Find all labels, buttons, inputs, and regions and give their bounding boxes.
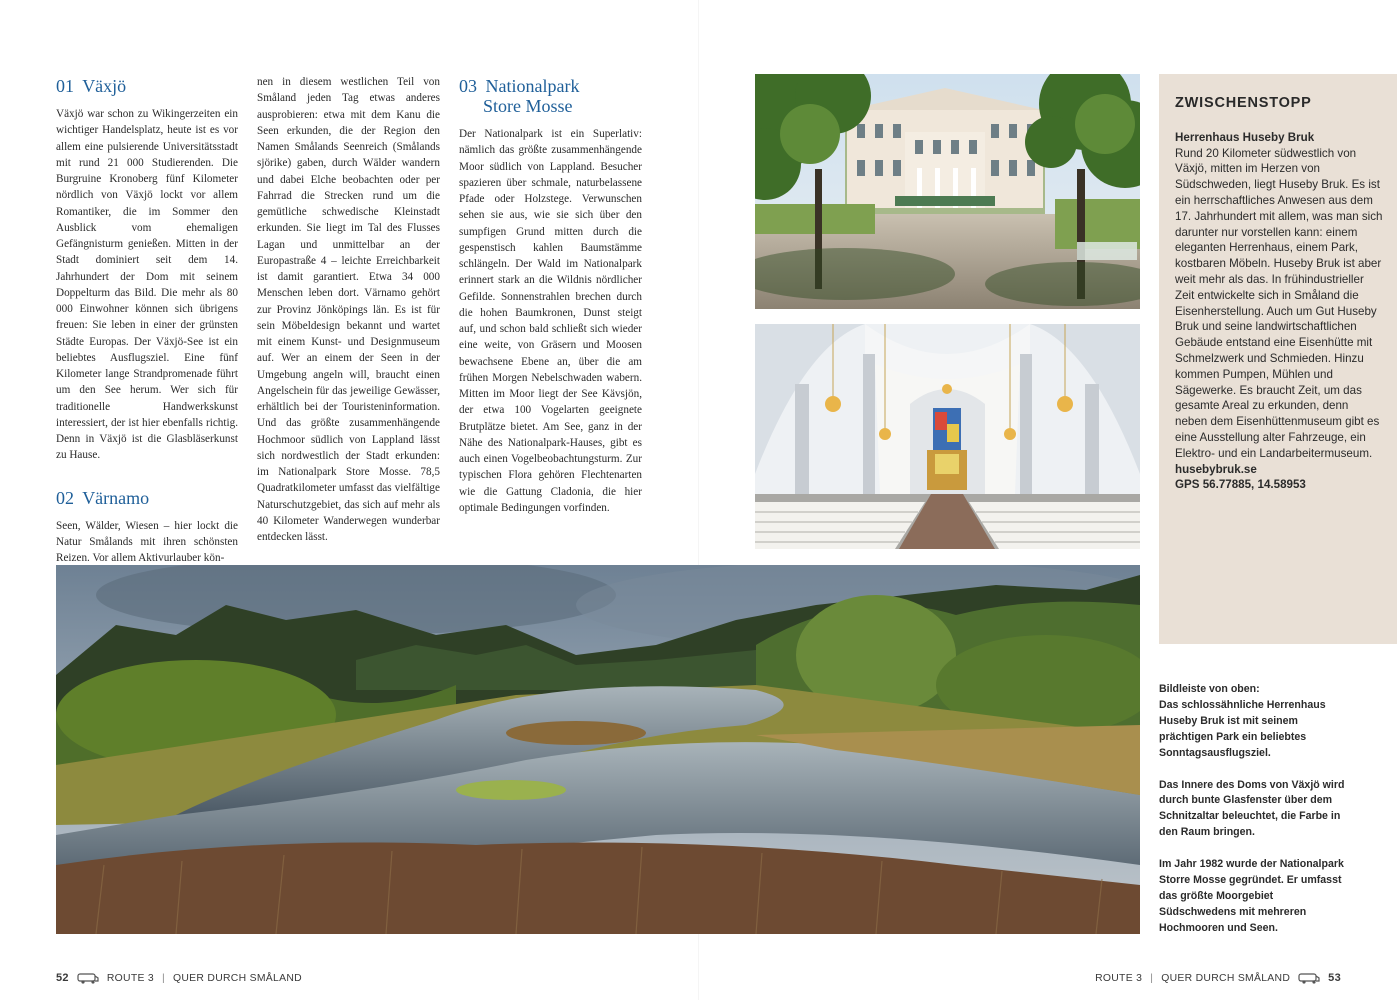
route-label: ROUTE 3 (106, 972, 154, 984)
caption-intro: Bildleiste von oben: (1159, 683, 1260, 695)
zwischenstopp-box (1159, 74, 1397, 644)
gps-coordinates: GPS 56.77885, 14.58953 (1175, 478, 1306, 492)
camper-van-icon (77, 972, 99, 984)
moorland-river-photo (56, 565, 1140, 934)
route-label: ROUTE 3 (1095, 972, 1143, 984)
website-link[interactable]: husebybruk.se (1175, 462, 1257, 476)
text-column-1 (56, 74, 238, 566)
section-body-vaexjoe: Växjö war schon zu Wikingerzeiten ein wichtiger Handelsplatz, heute ist es vor allem eine pulsierende Universitätsstadt mit rund 21 000 Studierenden. Die Burgruine Kronoberg fünf Kilometer nördlich von Växjö lockt vor allem Romantiker, die im Sommer den Ausblick vom ehemaligen Gefängnisturm genießen. Mitten in der Stadt dominiert seit dem 14. Jahrhundert der Dom mit seinem Doppelturm das Bild. Die mehr als 80 000 Einwohner können sich übrigens freuen: Sie leben in einer der grünsten Städte Europas. Der Växjö-See ist ein beliebtes Ausflugsziel. Eine fünf Kilometer lange Strandpromenade führt um den See herum. Wer sich für traditionelle Handwerkskunst interessiert, der ist hier ebenfalls richtig. Denn in Växjö ist die Glasbläserkunst zu Hause. (56, 108, 238, 462)
caption-church: Das Innere des Doms von Växjö wird durch bunte Glasfenster über dem Schnitzaltar beleuchtet, die Farbe in den Raum bringen. (1159, 778, 1345, 839)
section-body-vaernamo-cont: nen in diesem westlichen Teil von Småland jeden Tag etwas anderes ausprobieren: etwa mit dem Kanu die Seen erkunden, die der Region den Namen Smålands Seenreich (Smålands sjörike) gaben, durch Wälder wandern und dabei Elche beobachten oder per Fahrrad die Strecken rund um die gemütliche schwedische Kleinstadt erkunden. Sie liegt im Tal des Flusses Lagan und unmittelbar an der Europastraße 4 – leichte Erreichbarkeit ist damit garantiert. Etwa 34 000 Menschen leben dort. Värnamo gehört zur Provinz Jönköpings län. Es ist für sein Möbeldesign bekannt und wartet mit einem Kunst- und Designmuseum auf. Wer an einem der Seen in der Umgebung angeln will, braucht einen Angelschein für das jeweilige Gewässer, erhältlich bei der Touristeninformation. Und das größte zusammenhängende Hochmoor südlich von Lappland lässt sich nordwestlich der Stadt erkunden: im Nationalpark Store Mosse. 78,5 Quadratkilometer umfasst das vielfältige Naturschutzgebiet, das sich auf mehr als 40 Kilometer Wanderwegen wunderbar entdecken lässt. (257, 76, 440, 543)
caption-manor: Das schlossähnliche Herrenhaus Huseby Bruk ist mit seinem prächtigen Park ein beliebtes Sonntagsausflugsziel. (1159, 698, 1326, 759)
manor-house-photo (755, 74, 1140, 309)
caption-moor: Im Jahr 1982 wurde der Nationalpark Storre Mosse gegründet. Er umfasst das größte Moorgebiet Südschwedens mit mehreren Hochmooren und Seen. (1159, 858, 1344, 934)
section-title-line2: Store Mosse (483, 96, 573, 116)
footer-separator: | (1150, 972, 1154, 984)
cathedral-interior-illustration (755, 324, 1140, 549)
section-title: Växjö (82, 76, 127, 96)
section-heading-store-mosse (459, 76, 642, 116)
cathedral-interior-photo (755, 324, 1140, 549)
section-number: 01 (56, 76, 74, 96)
sidebar-subheading: Herrenhaus Huseby Bruk (1175, 130, 1315, 144)
section-heading-vaernamo (56, 488, 238, 508)
section-title: Värnamo (82, 487, 150, 508)
photo-captions (1159, 682, 1349, 953)
section-body-store-mosse: Der Nationalpark ist ein Superlativ: nämlich das größte zusammenhängende Moor südlich von Lappland. Besucher spazieren über schmale, naturbelassene Pfade oder Holzstege. Verwunschen sehen sie aus, wie sie sich über den sumpfigen Grund mitten durch die gespenstisch kahlen Baumstämme schlängeln. Der Wald im Nationalpark erinnert stark an die Wildnis nördlicher Gefilde. Sonnenstrahlen brechen durch die hohen Baumkronen, Dunst steigt auf, und schon bald schließt sich wieder eine weite, von Gräsern und Moosen bewachsene Ebene an, über die am frühen Morgen Nebelschwaden wabern. Mitten im Moor liegt der See Kävsjön, der etwa 100 Vogelarten geeignete Brutplätze bietet. Am See, ganz in der Nähe des Nationalpark-Hauses, gibt es auch einen Vogelbeobachtungsturm. Zur typischen Flora gehören Flechtenarten wie die Gattung Cladonia, die hier optimale Bedingungen vorfinden. (459, 128, 642, 514)
footer-left (56, 972, 302, 984)
route-title: QUER DURCH SMÅLAND (172, 972, 302, 984)
manor-house-illustration (755, 74, 1140, 309)
section-heading-vaexjoe (56, 76, 238, 96)
section-number: 03 (459, 76, 477, 96)
text-column-2 (257, 74, 440, 545)
sidebar-heading: ZWISCHENSTOPP (1175, 95, 1312, 111)
section-title: Nationalpark (485, 76, 580, 96)
footer-right (1095, 972, 1341, 984)
route-title: QUER DURCH SMÅLAND (1161, 972, 1291, 984)
sidebar-body: Rund 20 Kilometer südwestlich von Växjö, mitten im Herzen von Südschweden, liegt Huseby Bruk. Es ist ein herrschaftliches Anwesen aus dem 17. Jahrhundert mit allem, was man sich darunter nur vorstellen kann: einem eleganten Herrenhaus, einem Park, kostbaren Möbeln. Huseby Bruk ist aber weit mehr als das. In frühindustrieller Zeit entwickelte sich in Småland die Eisenherstellung. Auch um Gut Huseby Bruk und seine landwirtschaftlichen Gebäude entstand eine Eisenhütte mit Schmelzwerk und Schmieden. Hinzu kommen Pumpen, Mühlen und Sägewerke. Es braucht Zeit, um das gesamte Areal zu erkunden, denn neben dem Eisenhüttenmuseum gibt es eine Ausstellung alter Fahrzeuge, ein Elektro- und ein Landarbeitermuseum. (1175, 146, 1383, 460)
moorland-river-illustration (56, 565, 1140, 934)
page-number: 52 (56, 972, 69, 984)
footer-separator: | (161, 972, 165, 984)
text-column-3 (459, 74, 642, 516)
section-number: 02 (56, 487, 74, 508)
camper-van-icon (1298, 972, 1320, 984)
page-number: 53 (1328, 972, 1341, 984)
section-body-vaernamo-start: Seen, Wälder, Wiesen – hier lockt die Natur Smålands mit ihren schönsten Reizen. Vor allem Aktivurlauber kön- (56, 519, 238, 564)
